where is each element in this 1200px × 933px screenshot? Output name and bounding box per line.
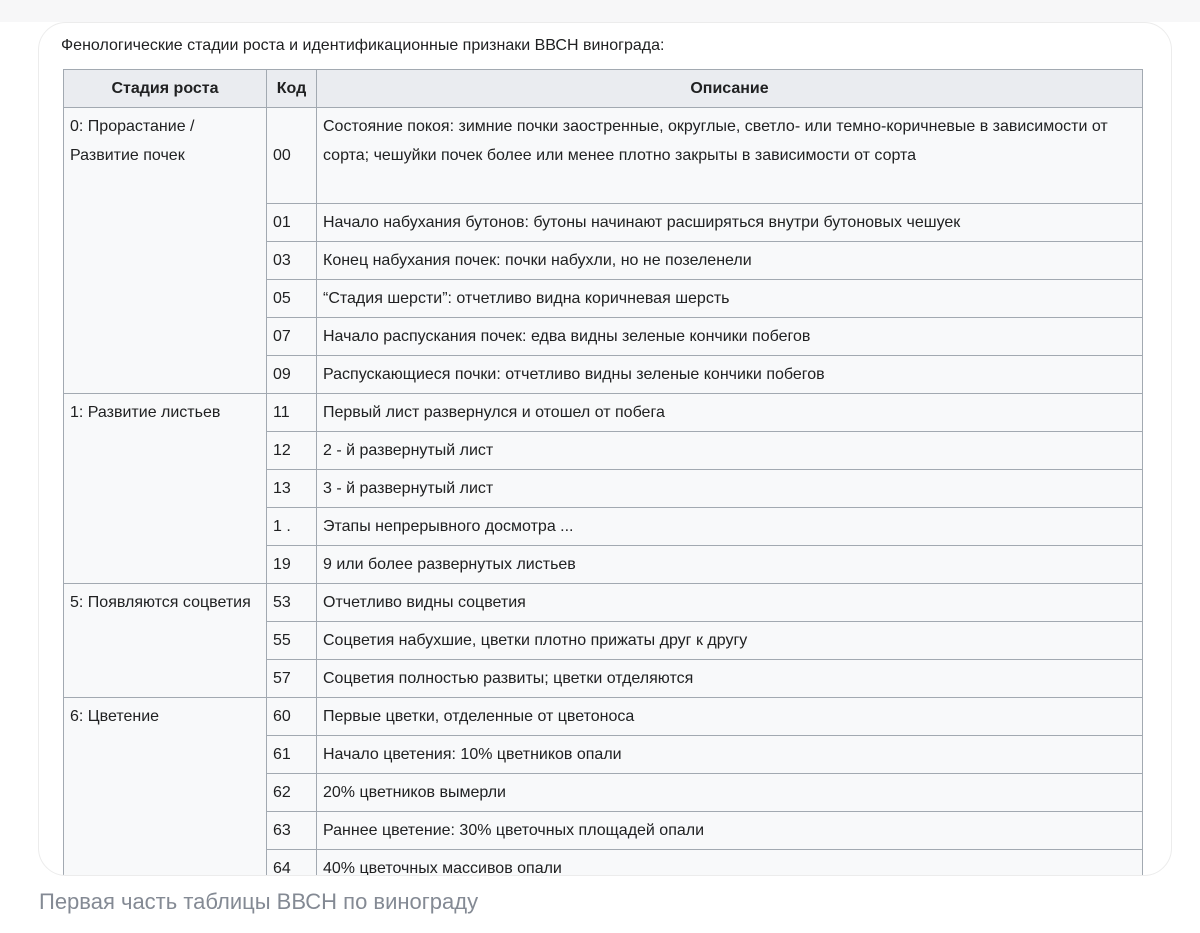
code-cell: 01 [267, 204, 317, 242]
code-cell: 64 [267, 850, 317, 876]
code-cell: 63 [267, 812, 317, 850]
header-code: Код [267, 70, 317, 108]
stage-cell: 6: Цветение [64, 698, 267, 876]
description-cell: Распускающиеся почки: отчетливо видны зеленые кончики побегов [317, 356, 1143, 394]
description-cell: Первые цветки, отделенные от цветоноса [317, 698, 1143, 736]
code-cell: 05 [267, 280, 317, 318]
description-cell: 3 - й развернутый лист [317, 470, 1143, 508]
description-cell: Начало распускания почек: едва видны зеленые кончики побегов [317, 318, 1143, 356]
table-row [64, 108, 1143, 204]
description-cell: Конец набухания почек: почки набухли, но не позеленели [317, 242, 1143, 280]
table-header-row [64, 70, 1143, 108]
description-cell: Начало набухания бутонов: бутоны начинают расширяться внутри бутоновых чешуек [317, 204, 1143, 242]
stage-cell: 5: Появляются соцветия [64, 584, 267, 698]
code-cell: 1 . [267, 508, 317, 546]
header-stage: Стадия роста [64, 70, 267, 108]
table-row [64, 394, 1143, 432]
table-row [64, 698, 1143, 736]
code-cell: 61 [267, 736, 317, 774]
stage-cell: 1: Развитие листьев [64, 394, 267, 584]
description-cell: Отчетливо видны соцветия [317, 584, 1143, 622]
code-cell: 07 [267, 318, 317, 356]
code-cell: 57 [267, 660, 317, 698]
description-cell: 40% цветочных массивов опали [317, 850, 1143, 876]
description-cell: 20% цветников вымерли [317, 774, 1143, 812]
code-cell: 19 [267, 546, 317, 584]
code-cell: 12 [267, 432, 317, 470]
description-cell: Состояние покоя: зимние почки заостренные, округлые, светло- или темно-коричневые в зависимости от сорта; чешуйки почек более или менее плотно закрыты в зависимости от сорта [317, 108, 1143, 204]
code-cell: 13 [267, 470, 317, 508]
code-cell: 11 [267, 394, 317, 432]
content-card [38, 22, 1172, 876]
top-bar [0, 0, 1200, 22]
description-cell: 9 или более развернутых листьев [317, 546, 1143, 584]
code-cell: 62 [267, 774, 317, 812]
header-description: Описание [317, 70, 1143, 108]
table-viewport [63, 69, 1143, 875]
description-cell: 2 - й развернутый лист [317, 432, 1143, 470]
code-cell: 60 [267, 698, 317, 736]
code-cell: 53 [267, 584, 317, 622]
stage-cell: 0: Прорастание / Развитие почек [64, 108, 267, 394]
image-caption: Первая часть таблицы ВВСН по винограду [39, 889, 479, 914]
code-cell: 55 [267, 622, 317, 660]
table-row [64, 584, 1143, 622]
description-cell: Этапы непрерывного досмотра ... [317, 508, 1143, 546]
description-cell: “Стадия шерсти”: отчетливо видна коричневая шерсть [317, 280, 1143, 318]
description-cell: Начало цветения: 10% цветников опали [317, 736, 1143, 774]
code-cell: 03 [267, 242, 317, 280]
description-cell: Первый лист развернулся и отошел от побега [317, 394, 1143, 432]
table-intro-text: Фенологические стадии роста и идентификационные признаки ВВСН винограда: [61, 37, 665, 54]
code-cell: 09 [267, 356, 317, 394]
description-cell: Соцветия полностью развиты; цветки отделяются [317, 660, 1143, 698]
bbch-table [63, 69, 1143, 875]
description-cell: Соцветия набухшие, цветки плотно прижаты друг к другу [317, 622, 1143, 660]
description-cell: Раннее цветение: 30% цветочных площадей опали [317, 812, 1143, 850]
code-cell: 00 [267, 108, 317, 204]
